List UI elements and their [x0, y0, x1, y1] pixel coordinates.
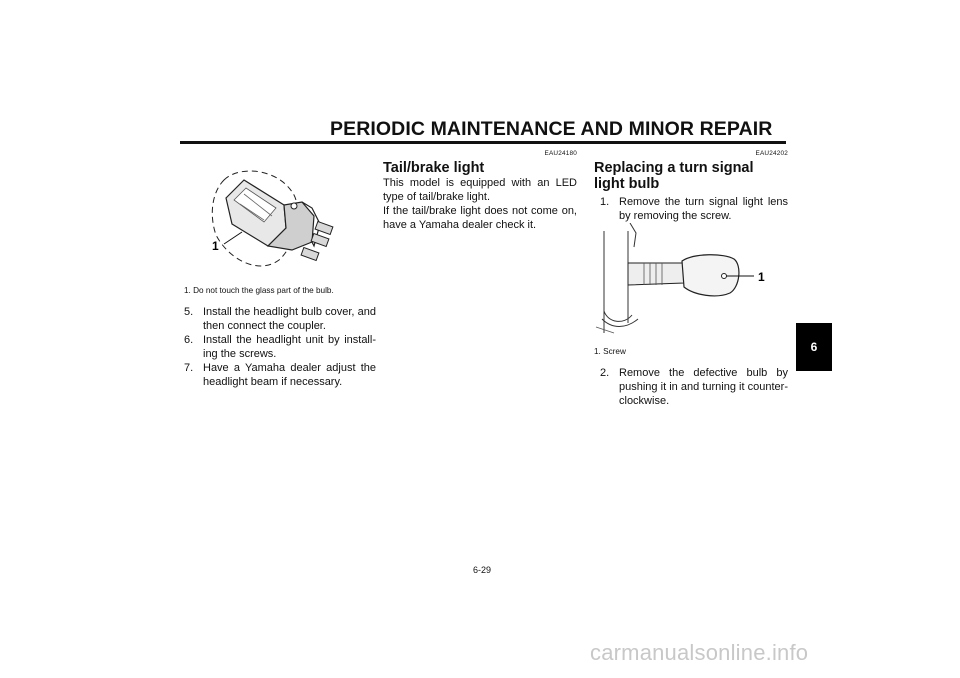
header-rule [180, 141, 786, 144]
section-heading: Tail/brake light [383, 160, 485, 176]
turn-signal-steps-2 [594, 366, 788, 408]
figure-callout-1: 1 [212, 239, 219, 253]
page-number: 6-29 [472, 565, 491, 575]
watermark: carmanualsonline.info [590, 640, 809, 665]
chapter-tab: 6 [796, 323, 832, 371]
section-heading: Replacing a turn signal light bulb [594, 160, 754, 192]
turn-signal-steps [594, 195, 788, 223]
list-item: 7. Have a Yamaha dealer adjust the headlight beam if necessary. [184, 362, 376, 388]
column-headlight [184, 150, 376, 389]
list-item: 1. Remove the turn signal light lens by removing the screw. [600, 196, 788, 222]
headlight-steps [184, 305, 376, 389]
list-item: 2. Remove the defective bulb by pushing it in and turning it counter-clockwise. [600, 367, 788, 407]
section-code: EAU24180 [544, 150, 577, 157]
page-title: PERIODIC MAINTENANCE AND MINOR REPAIR [330, 118, 773, 140]
figure-caption: 1. Do not touch the glass part of the bulb. [184, 286, 334, 295]
list-item: 5. Install the headlight bulb cover, and then connect the coupler. [184, 306, 376, 332]
figure-caption: 1. Screw [594, 347, 626, 356]
column-tail-brake-light [383, 150, 577, 232]
body-paragraph: This model is equipped with an LED type of tail/brake light. [383, 177, 577, 203]
body-paragraph: If the tail/brake light does not come on, have a Yamaha dealer check it. [383, 205, 577, 231]
figure-callout-1: 1 [758, 270, 765, 284]
section-code: EAU24202 [755, 150, 788, 157]
list-item: 6. Install the headlight unit by install-ing the screws. [184, 334, 376, 360]
column-turn-signal [594, 150, 788, 408]
turn-signal-illustration [594, 223, 788, 341]
headlight-bulb-illustration [184, 150, 376, 278]
